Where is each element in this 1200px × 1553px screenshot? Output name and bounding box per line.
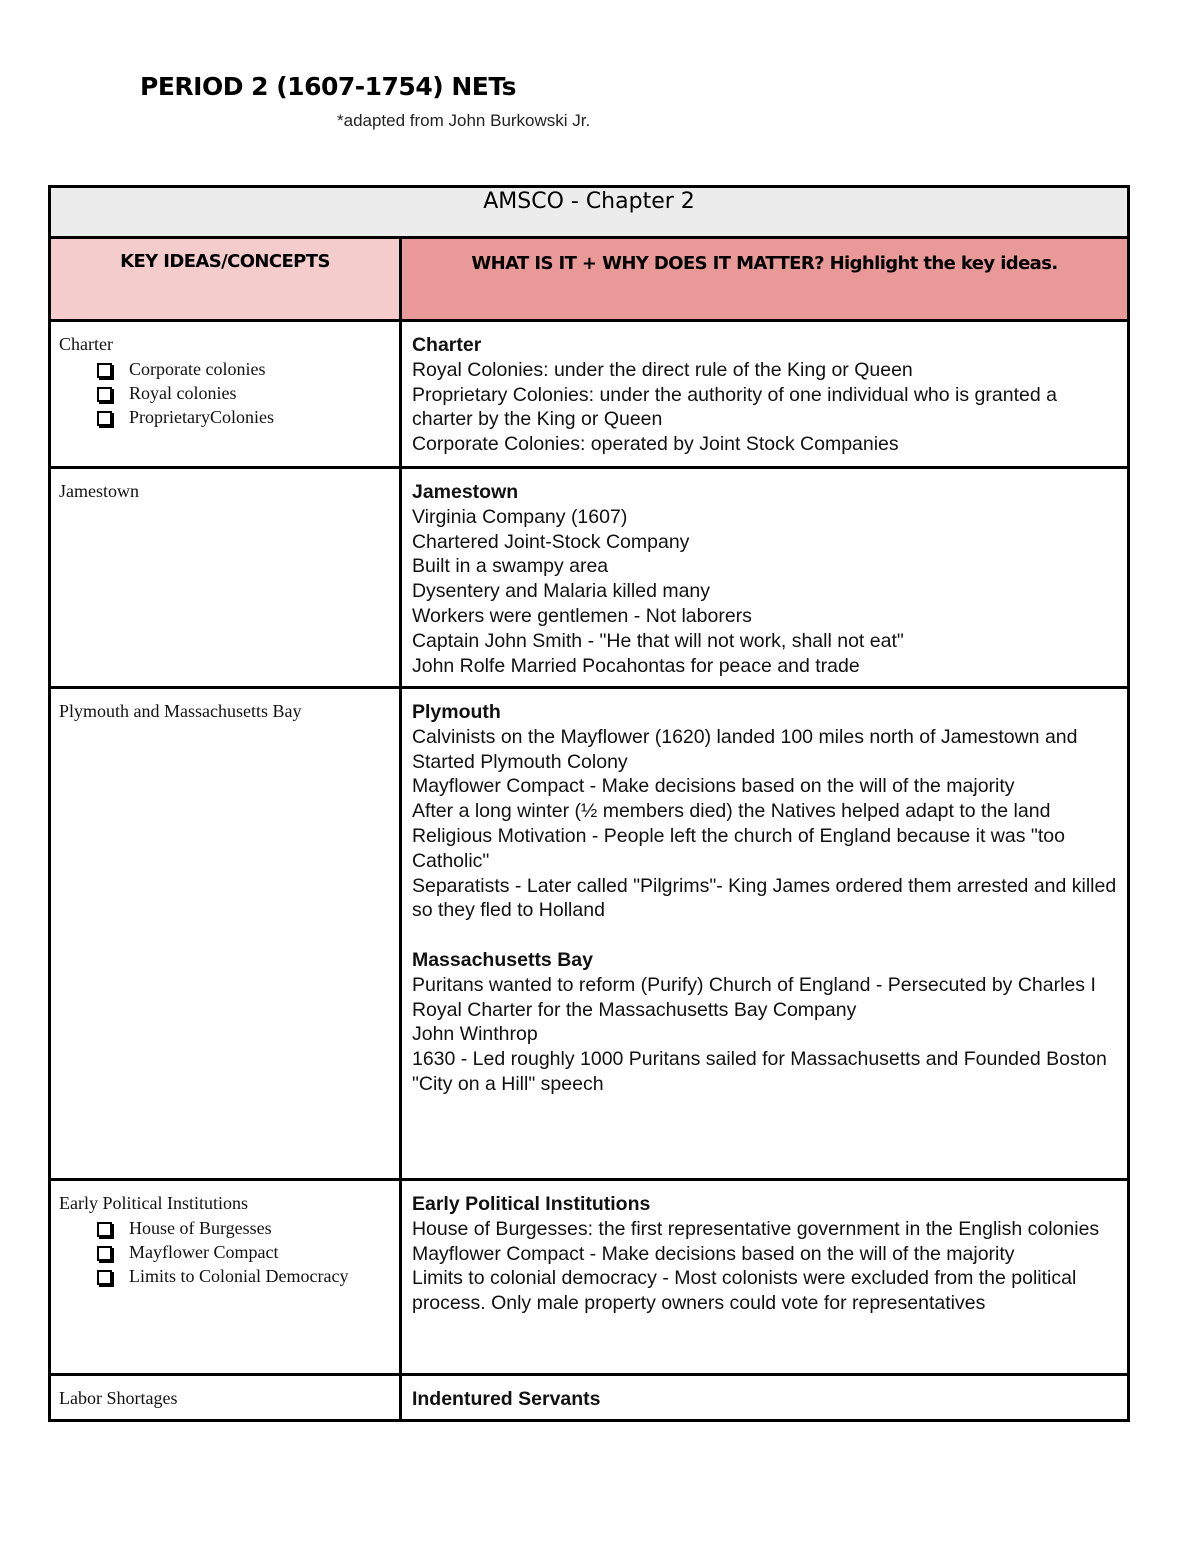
checklist-item: House of Burgesses <box>97 1216 391 1240</box>
note-line: "City on a Hill" speech <box>411 1072 604 1095</box>
note-line: Puritans wanted to reform (Purify) Church of England - Persecuted by Charles I <box>411 973 1096 996</box>
notes-table <box>48 185 1130 1422</box>
note-line: John Rolfe Married Pocahontas for peace and trade <box>411 654 860 677</box>
explanation-cell <box>400 321 1128 468</box>
note-line: Limits to colonial democracy - Most colonists were excluded from the political process. Only male property owners could vote for representatives <box>411 1267 1077 1315</box>
concept-label: Plymouth and Massachusetts Bay <box>59 701 302 721</box>
note-line: Proprietary Colonies: under the authority of one individual who is granted a charter by the King or Queen <box>411 383 1057 431</box>
concept-cell <box>50 688 401 1180</box>
table-row <box>50 1180 1129 1375</box>
note-line: Chartered Joint-Stock Company <box>411 530 690 553</box>
explanation-cell <box>400 468 1128 688</box>
note-line: Dysentery and Malaria killed many <box>411 580 711 603</box>
checklist-item: Limits to Colonial Democracy <box>97 1264 391 1288</box>
note-line: Captain John Smith - "He that will not work, shall not eat" <box>411 629 904 652</box>
note-line: Built in a swampy area <box>411 555 609 578</box>
concept-cell <box>50 468 401 688</box>
note-line: Mayflower Compact - Make decisions based on the will of the majority <box>411 1242 1015 1265</box>
section-heading: Charter <box>411 334 482 356</box>
note-line: John Winthrop <box>411 1023 538 1046</box>
note-line: Royal Charter for the Massachusetts Bay Company <box>411 998 857 1021</box>
checklist-item: Mayflower Compact <box>97 1240 391 1264</box>
concept-checklist <box>59 1216 391 1288</box>
checkbox-icon <box>97 1222 112 1237</box>
concept-cell <box>50 1180 401 1375</box>
note-line: Royal Colonies: under the direct rule of the King or Queen <box>411 358 913 381</box>
note-line: Separatists - Later called "Pilgrims"- King James ordered them arrested and killed so they fled to Holland <box>411 874 1117 922</box>
col-header-explanation: WHAT IS IT + WHY DOES IT MATTER? Highlight the key ideas. <box>400 238 1128 321</box>
note-line: 1630 - Led roughly 1000 Puritans sailed for Massachusetts and Founded Boston <box>411 1048 1107 1071</box>
note-line: After a long winter (½ members died) the Natives helped adapt to the land <box>411 800 1051 823</box>
checklist-item: Corporate colonies <box>97 357 391 381</box>
concept-checklist <box>59 357 391 429</box>
explanation-cell <box>400 1375 1128 1421</box>
note-line: Corporate Colonies: operated by Joint Stock Companies <box>411 433 899 456</box>
checkbox-icon <box>97 363 112 378</box>
concept-label: Labor Shortages <box>59 1388 178 1408</box>
table-caption: AMSCO - Chapter 2 <box>50 187 1129 238</box>
concept-cell <box>50 1375 401 1421</box>
explanation-cell <box>400 688 1128 1180</box>
attribution: *adapted from John Burkowski Jr. <box>337 111 591 130</box>
note-line: House of Burgesses: the first representative government in the English colonies <box>411 1217 1100 1240</box>
section-heading: Plymouth <box>411 701 501 723</box>
col-header-concepts: KEY IDEAS/CONCEPTS <box>50 238 401 321</box>
page-title: PERIOD 2 (1607-1754) NETs <box>140 72 516 101</box>
concept-cell <box>50 321 401 468</box>
table-row <box>50 468 1129 688</box>
concept-label: Charter <box>59 334 113 354</box>
checkbox-icon <box>97 411 112 426</box>
note-line: Virginia Company (1607) <box>411 505 628 528</box>
concept-label: Jamestown <box>59 481 139 501</box>
concept-label: Early Political Institutions <box>59 1193 248 1213</box>
table-row <box>50 321 1129 468</box>
table-row <box>50 688 1129 1180</box>
note-line: Religious Motivation - People left the church of England because it was "too Catholic" <box>411 824 1065 872</box>
section-heading: Jamestown <box>411 481 519 503</box>
section-heading: Early Political Institutions <box>411 1193 651 1215</box>
checkbox-icon <box>97 1246 112 1261</box>
section-heading: Massachusetts Bay <box>411 948 593 971</box>
checklist-item: ProprietaryColonies <box>97 405 391 429</box>
note-line: Workers were gentlemen - Not laborers <box>411 604 752 627</box>
table-row <box>50 1375 1129 1421</box>
checkbox-icon <box>97 387 112 402</box>
section-heading: Indentured Servants <box>411 1388 601 1410</box>
checklist-item: Royal colonies <box>97 381 391 405</box>
note-line: Mayflower Compact - Make decisions based on the will of the majority <box>411 775 1015 798</box>
note-line: Calvinists on the Mayflower (1620) landed 100 miles north of Jamestown and Started Plymouth Colony <box>411 725 1078 773</box>
explanation-cell <box>400 1180 1128 1375</box>
checkbox-icon <box>97 1270 112 1285</box>
